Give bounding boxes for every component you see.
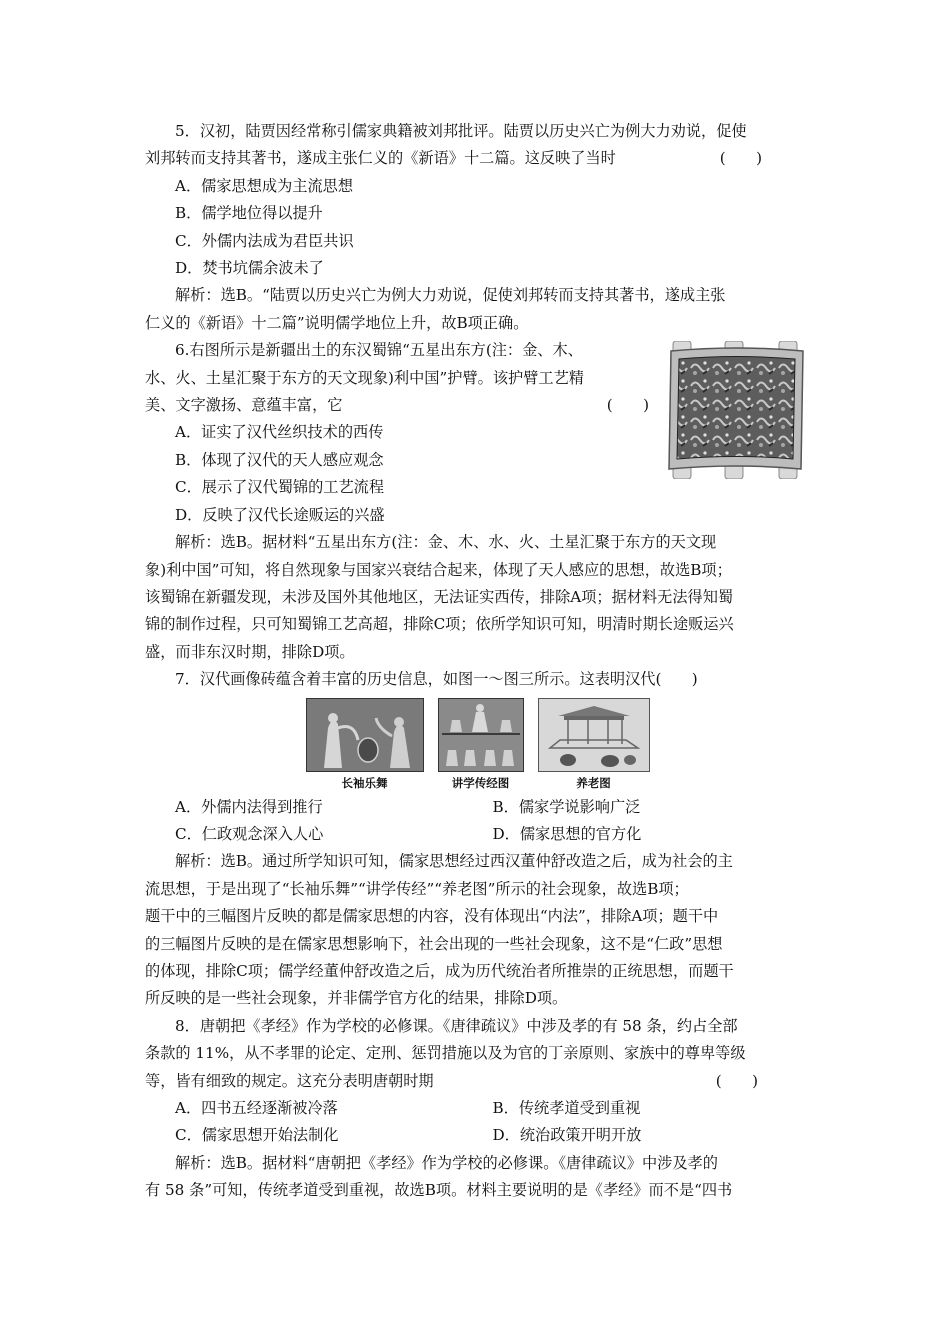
q5-option-c: C．外儒内法成为君臣共识 <box>175 231 354 250</box>
q5-answer-bracket: ( ) <box>719 149 762 168</box>
elder-care-relief-image <box>538 698 650 772</box>
q6-analysis-line-1: 解析：选B。据材料“五星出东方(注：金、木、水、火、土星汇聚于东方的天文现 <box>175 533 717 552</box>
q6-analysis-line-3: 该蜀锦在新疆发现，未涉及国外其他地区，无法证实西传，排除A项；据材料无法得知蜀 <box>145 587 734 606</box>
q8-stem-text: 等，皆有细致的规定。这充分表明唐朝时期 <box>145 1071 434 1090</box>
q5-stem-line-2 <box>145 145 810 172</box>
figure-3-caption: 养老图 <box>576 775 611 790</box>
q5-option-b: B．儒学地位得以提升 <box>175 204 323 223</box>
q7-option-d: D．儒家思想的官方化 <box>492 824 642 843</box>
figure-2-caption: 讲学传经图 <box>451 775 510 790</box>
q7-option-a: A．外儒内法得到推行 <box>175 797 323 816</box>
q7-analysis-line-4: 的三幅图片反映的是在儒家思想影响下，社会出现的一些社会现象，这不是“仁政”思想 <box>145 934 723 953</box>
dance-relief-image <box>306 698 424 772</box>
q7-analysis-line-3: 题干中的三幅图片反映的都是儒家思想的内容，没有体现出“内法”，排除A项；题干中 <box>145 907 719 926</box>
q8-options-row-2 <box>145 1122 810 1149</box>
q5-option-d: D．焚书坑儒余波未了 <box>175 259 324 278</box>
q7-options-row-1 <box>145 794 810 821</box>
q7-figures <box>145 698 810 792</box>
question-5 <box>145 118 810 337</box>
q6-stem-text: 美、文字激扬、意蕴丰富，它 <box>145 396 343 415</box>
q8-stem-line-2: 条款的 11%，从不孝罪的论定、定刑、惩罚措施以及为官的丁亲原则、家族中的尊卑等级 <box>145 1044 746 1063</box>
question-7 <box>145 666 810 1013</box>
figure-2 <box>438 698 524 792</box>
figure-3 <box>538 698 650 792</box>
q8-stem-line-3 <box>145 1068 810 1095</box>
q5-analysis-line-1: 解析：选B。“陆贾以历史兴亡为例大力劝说，促使刘邦转而支持其著书，遂成主张 <box>175 286 726 305</box>
q7-option-b: B．儒家学说影响广泛 <box>492 797 641 816</box>
q6-stem-line-3 <box>145 392 657 419</box>
q8-stem-line-1: 8．唐朝把《孝经》作为学校的必修课。《唐律疏议》中涉及孝的有 58 条，约占全部 <box>175 1016 738 1035</box>
q7-stem-text: 7．汉代画像砖蕴含着丰富的历史信息，如图一～图三所示。这表明汉代 <box>175 670 656 689</box>
figure-1 <box>306 698 424 792</box>
q7-analysis-line-6: 所反映的是一些社会现象，并非儒学官方化的结果，排除D项。 <box>145 989 568 1008</box>
q8-analysis-line-1: 解析：选B。据材料“唐朝把《孝经》作为学校的必修课。《唐律疏议》中涉及孝的 <box>175 1153 718 1172</box>
q7-stem-line <box>145 666 810 693</box>
q6-stem-line-1: 6.右图所示是新疆出土的东汉蜀锦“五星出东方(注：金、木、 <box>175 341 583 360</box>
q7-option-c: C．仁政观念深入人心 <box>175 824 324 843</box>
q5-analysis-line-2: 仁义的《新语》十二篇”说明儒学地位上升，故B项正确。 <box>145 313 529 332</box>
q8-option-a: A．四书五经逐渐被冷落 <box>175 1099 338 1117</box>
q8-options-row-1 <box>145 1095 810 1122</box>
q6-stem-line-2: 水、火、土星汇聚于东方的天文现象)利中国”护臂。该护臂工艺精 <box>145 368 584 387</box>
q5-stem-line-1: 5．汉初，陆贾因经常称引儒家典籍被刘邦批评。陆贾以历史兴亡为例大力劝说，促使 <box>175 122 747 140</box>
q7-options-row-2 <box>145 821 810 848</box>
q6-analysis <box>145 529 810 666</box>
q6-analysis-line-2: 象)利中国”可知，将自然现象与国家兴衰结合起来，体现了天人感应的思想，故选B项； <box>145 560 732 579</box>
q6-option-a: A．证实了汉代丝织技术的西传 <box>175 423 384 442</box>
question-6 <box>145 337 810 529</box>
q8-answer-bracket: ( ) <box>715 1071 758 1090</box>
q6-answer-bracket: ( ) <box>606 396 649 415</box>
q5-stem-text: 刘邦转而支持其著书，遂成主张仁义的《新语》十二篇。这反映了当时 <box>145 149 616 168</box>
document-page <box>145 118 810 1205</box>
q8-option-b: B．传统孝道受到重视 <box>492 1099 641 1117</box>
q6-text-column <box>145 337 657 529</box>
question-8 <box>145 1013 810 1205</box>
q6-option-b: B．体现了汉代的天人感应观念 <box>175 450 384 469</box>
q5-option-a: A．儒家思想成为主流思想 <box>175 176 354 195</box>
q6-option-c: C．展示了汉代蜀锦的工艺流程 <box>175 478 385 497</box>
brocade-armguard-image <box>667 341 807 479</box>
q6-option-d: D．反映了汉代长途贩运的兴盛 <box>175 505 385 524</box>
q8-analysis-line-2: 有 58 条”可知，传统孝道受到重视，故选B项。材料主要说明的是《孝经》而不是“四书 <box>145 1181 733 1200</box>
q7-analysis-line-2: 流思想，于是出现了“长袖乐舞”“讲学传经”“养老图”所示的社会现象，故选B项； <box>145 879 689 898</box>
q8-option-d: D．统治政策开明开放 <box>492 1126 642 1145</box>
q6-analysis-line-4: 锦的制作过程，只可知蜀锦工艺高超，排除C项；依所学知识可知，明清时期长途贩运兴 <box>145 615 734 634</box>
q7-analysis-line-5: 的体现，排除C项；儒学经董仲舒改造之后，成为历代统治者所推崇的正统思想，而题干 <box>145 961 734 980</box>
q7-analysis-line-1: 解析：选B。通过所学知识可知，儒家思想经过西汉董仲舒改造之后，成为社会的主 <box>175 852 733 871</box>
lecture-relief-image <box>438 698 524 772</box>
figure-1-caption: 长袖乐舞 <box>341 775 388 790</box>
q7-answer-bracket: ( ) <box>655 670 698 689</box>
q6-analysis-line-5: 盛，而非东汉时期，排除D项。 <box>145 642 355 661</box>
q8-option-c: C．儒家思想开始法制化 <box>175 1126 339 1145</box>
